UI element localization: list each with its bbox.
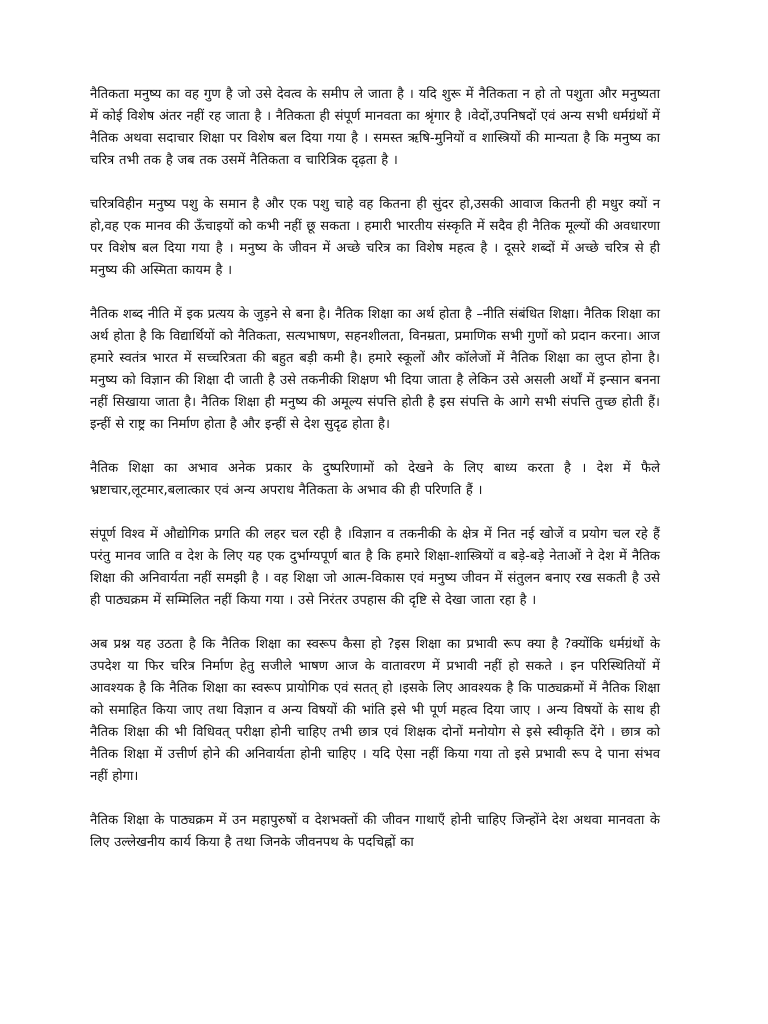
paragraph-7: नैतिक शिक्षा के पाठ्यक्रम में उन महापुरुषों व देशभक्तों की जीवन गाथाएँ होनी चाहिए जिन्होंने देश अथवा मानवता के लिए उल्लेखनीय कार्य किया है तथा जिनके जीवनपथ के पदचिह्नों का: [90, 813, 660, 850]
paragraph-2: चरित्रविहीन मनुष्य पशु के समान है और एक पशु चाहे वह कितना ही सुंदर हो,उसकी आवाज कितनी ही मधुर क्यों न हो,वह एक मानव की ऊँचाइयों को कभी नहीं छू सकता । हमारी भारतीय संस्कृति में सदैव ही नैतिक मूल्यों की अवधारणा पर विशेष बल दिया गया है । मनुष्य के जीवन में अच्छे चरित्र का विशेष महत्व है । दूसरे शब्दों में अच्छे चरित्र से ही मनुष्य की अस्मिता कायम है ।: [90, 197, 660, 278]
paragraph-6: अब प्रश्न यह उठता है कि नैतिक शिक्षा का स्वरूप कैसा हो ?इस शिक्षा का प्रभावी रूप क्या है ?क्योंकि धर्मग्रंथों के उपदेश या फिर चरित्र निर्माण हेतु सजीले भाषण आज के वातावरण में प्रभावी नहीं हो सकते । इन परिस्थितियों में आवश्यक है कि नैतिक शिक्षा का स्वरूप प्रायोगिक एवं सतत् हो ।इसके लिए आवश्यक है कि पाठ्यक्रमों में नैतिक शिक्षा को समाहित किया जाए तथा विज्ञान व अन्य विषयों की भांति इसे भी पूर्ण महत्व दिया जाए । अन्य विषयों के साथ ही नैतिक शिक्षा की भी विधिवत् परीक्षा होनी चाहिए तभी छात्र एवं शिक्षक दोनों मनोयोग से इसे स्वीकृति देंगे । छात्र को नैतिक शिक्षा में उत्तीर्ण होने की अनिवार्यता होनी चाहिए । यदि ऐसा नहीं किया गया तो इसे प्रभावी रूप दे पाना संभव नहीं होगा।: [90, 637, 660, 784]
paragraph-4: नैतिक शिक्षा का अभाव अनेक प्रकार के दुष्परिणामों को देखने के लिए बाध्य करता है । देश में फैले भ्रष्टाचार,लूटमार,बलात्कार एवं अन्य अपराध नैतिकता के अभाव की ही परिणति हैं ।: [90, 461, 660, 498]
paragraph-5: संपूर्ण विश्व में औद्योगिक प्रगति की लहर चल रही है ।विज्ञान व तकनीकी के क्षेत्र में नित नई खोजें व प्रयोग चल रहे हैं परंतु मानव जाति व देश के लिए यह एक दुर्भाग्यपूर्ण बात है कि हमारे शिक्षा-शास्त्रियों व बड़े-बड़े नेताओं ने देश में नैतिक शिक्षा की अनिवार्यता नहीं समझी है । वह शिक्षा जो आत्म-विकास एवं मनुष्य जीवन में संतुलन बनाए रख सकती है उसे ही पाठ्यक्रम में सम्मिलित नहीं किया गया । उसे निरंतर उपहास की दृष्टि से देखा जाता रहा है ।: [90, 527, 660, 608]
paragraph-3: नैतिक शब्द नीति में इक प्रत्यय के जुड़ने से बना है। नैतिक शिक्षा का अर्थ होता है –नीति संबंधित शिक्षा। नैतिक शिक्षा का अर्थ होता है कि विद्यार्थियों को नैतिकता, सत्यभाषण, सहनशीलता, विनम्रता, प्रमाणिक सभी गुणों को प्रदान करना। आज हमारे स्वतंत्र भारत में सच्चरित्रता की बहुत बड़ी कमी है। हमारे स्कूलों और कॉलेजों में नैतिक शिक्षा का लुप्त होना है। मनुष्य को विज्ञान की शिक्षा दी जाती है उसे तकनीकी शिक्षण भी दिया जाता है लेकिन उसे असली अर्थों में इन्सान बनना नहीं सिखाया जाता है। नैतिक शिक्षा ही मनुष्य की अमूल्य संपत्ति होती है इस संपत्ति के आगे सभी संपत्ति तुच्छ होती हैं। इन्हीं से राष्ट्र का निर्माण होता है और इन्हीं से देश सुदृढ होता है।: [90, 307, 660, 432]
paragraph-1: नैतिकता मनुष्य का वह गुण है जो उसे देवत्व के समीप ले जाता है । यदि शुरू में नैतिकता न हो तो पशुता और मनुष्यता में कोई विशेष अंतर नहीं रह जाता है । नैतिकता ही संपूर्ण मानवता का श्रृंगार है ।वेदों,उपनिषदों एवं अन्य सभी धर्मग्रंथों में नैतिक अथवा सदाचार शिक्षा पर विशेष बल दिया गया है । समस्त ऋषि-मुनियों व शास्त्रियों की मान्यता है कि मनुष्य का चरित्र तभी तक है जब तक उसमें नैतिकता व चारित्रिक दृढ़ता है ।: [90, 87, 660, 168]
